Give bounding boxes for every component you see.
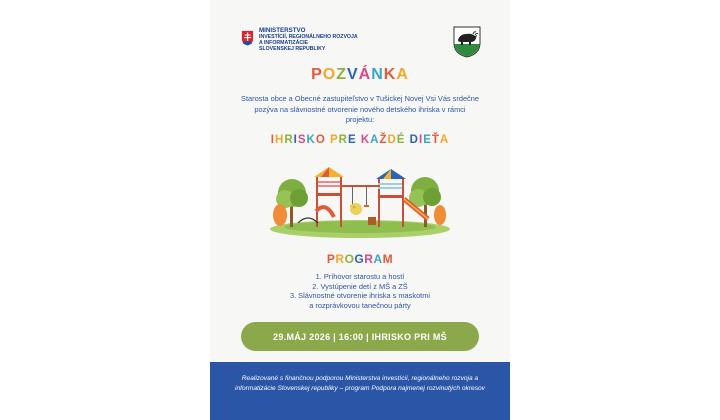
title-letter: V [346, 66, 359, 83]
project-letter: A [439, 134, 450, 146]
project-letter: S [297, 134, 307, 146]
project-letter: Ž [379, 134, 388, 146]
project-letter: I [293, 134, 298, 146]
program-item: 1. Príhovor starostu a hostí [315, 272, 405, 281]
funding-footer [210, 362, 510, 420]
program-item: 2. Vystúpenie detí z MŠ a ZŠ [312, 281, 408, 291]
project-letter: K [306, 134, 316, 146]
project-letter: R [338, 134, 348, 146]
project-name [210, 134, 510, 146]
funding-note: Realizované s finančnou podporou Ministerstva investícií, regionálneho rozvoja a informatizácie Slovenskej republiky – program Podpora najmenej rozvinutých okresov [235, 375, 485, 392]
program-letter: R [364, 252, 374, 266]
title-letter: P [311, 66, 323, 83]
project-letter: E [423, 134, 432, 146]
title-letter: Z [336, 66, 347, 83]
title-letter: O [322, 66, 337, 83]
project-letter: D [409, 134, 419, 146]
project-letter: O [315, 134, 326, 146]
program-letter: O [344, 252, 355, 266]
program-letter: G [354, 252, 365, 266]
project-letter: H [275, 134, 285, 146]
ministry-line: INVESTÍCIÍ, REGIONÁLNEHO ROZVOJA [259, 34, 358, 40]
municipal-coat-of-arms-icon [453, 26, 481, 58]
project-letter: É [396, 134, 406, 146]
project-letter: K [360, 134, 371, 146]
project-letter: Ť [431, 134, 440, 146]
project-letter: I [418, 134, 424, 146]
project-letter: D [387, 134, 397, 146]
title-letter: A [396, 66, 409, 83]
project-letter: P [329, 134, 339, 146]
program-list [250, 272, 470, 310]
ministry-logo [241, 28, 358, 52]
program-letter: M [382, 252, 394, 266]
project-letter: R [284, 134, 294, 146]
event-date-badge: 29.MÁJ 2026 | 16:00 | IHRISKO PRI MŠ [241, 322, 479, 351]
program-item: 3. Slávnostné otvorenie ihriska s maskotmi [289, 291, 431, 301]
playground-illustration [268, 163, 452, 241]
title-letter: Á [358, 66, 372, 83]
program-item: a rozprávkovou tanečnou párty [309, 300, 411, 310]
ministry-line: A INFORMATIZÁCIE [259, 40, 308, 46]
project-letter: A [370, 134, 380, 146]
program-letter: A [373, 252, 383, 266]
title-letter: K [383, 66, 397, 83]
program-letter: R [335, 252, 345, 266]
slovak-coat-of-arms-icon [241, 30, 254, 46]
project-letter: E [347, 134, 357, 146]
ministry-title: MINISTERSTVO [259, 27, 306, 34]
ministry-line: SLOVENSKEJ REPUBLIKY [259, 46, 326, 52]
invitation-poster [210, 0, 510, 420]
project-letter: I [270, 134, 275, 146]
title-letter: N [371, 66, 384, 83]
program-letter: P [326, 252, 336, 266]
program-title [210, 252, 510, 266]
poster-title [210, 66, 510, 84]
invitation-text: Starosta obce a Obecné zastupiteľstvo v Tušickej Novej Vsi Vás srdečne pozýva na slávnostné otvorenie nového detského ihriska v rámci projektu: [241, 94, 479, 124]
